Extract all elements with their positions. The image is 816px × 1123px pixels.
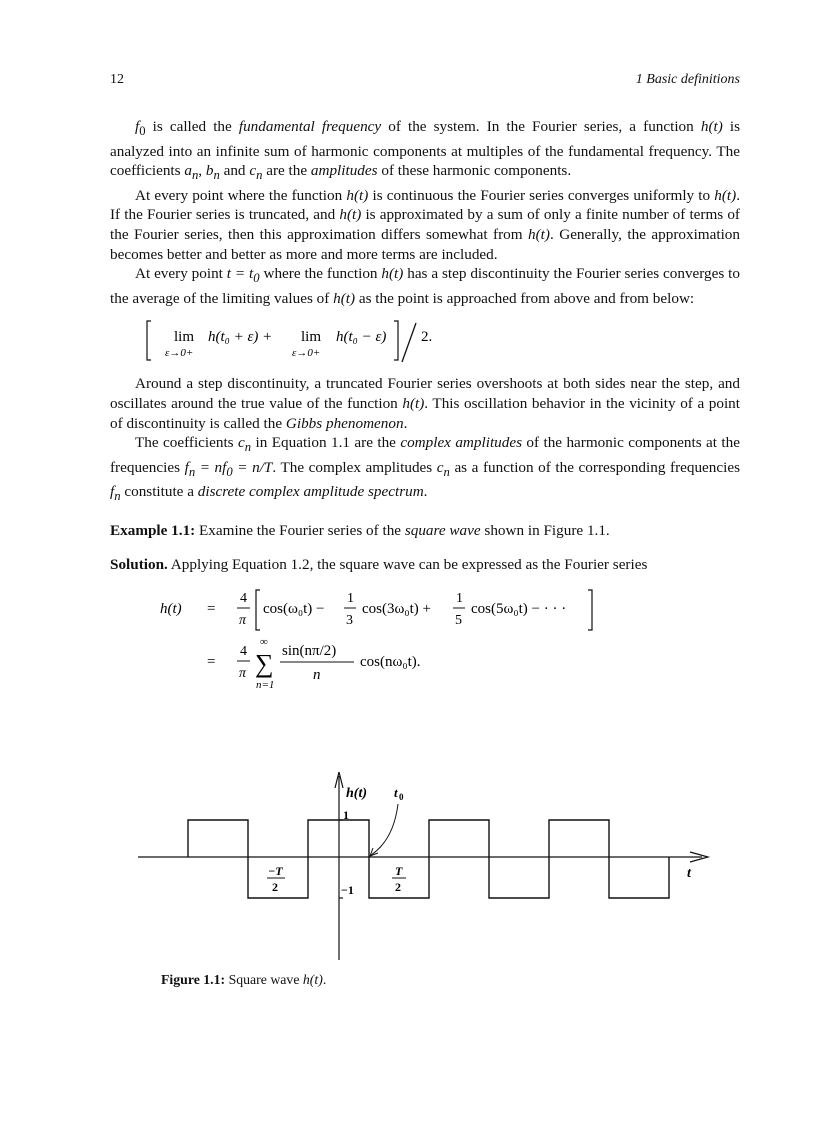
term-cos5: cos(5ω₀t) − · · · xyxy=(471,601,567,618)
math-nf0-sub: 0 xyxy=(226,464,233,479)
frac-n: n xyxy=(313,667,321,684)
math-ht: h(t) xyxy=(528,226,550,244)
text: Around a step discontinuity, a truncated Fourier series overshoots at both sides near the step, and oscillates around the true value of the function xyxy=(110,375,740,413)
divisor: 2. xyxy=(421,329,433,346)
term-gibbs-phenomenon: Gibbs phenomenon xyxy=(285,414,404,432)
caption-text: Square wave xyxy=(225,972,303,987)
math-cn-sub: n xyxy=(443,464,450,479)
math-bn-sub: n xyxy=(213,168,220,183)
caption-math: h(t) xyxy=(302,972,323,987)
paragraph-complex-amplitudes xyxy=(110,433,740,507)
text: is continuous the Fourier series converges uniformly to xyxy=(368,186,715,204)
frac-one-b: 1 xyxy=(456,591,463,607)
text: of these harmonic components. xyxy=(377,162,572,180)
math-cn-sub: n xyxy=(256,168,263,183)
math-ht: h(t) xyxy=(333,289,356,307)
text: Examine the Fourier series of the xyxy=(195,522,405,540)
math-fn-sub: n xyxy=(188,464,196,479)
term-amplitudes: amplitudes xyxy=(310,162,378,180)
term-fundamental-frequency: fundamental frequency xyxy=(238,118,382,135)
text: and xyxy=(219,162,250,180)
text: of the system. In the Fourier series, a function xyxy=(381,118,701,135)
left-bracket xyxy=(147,321,151,360)
figure-caption xyxy=(161,972,326,988)
text: The coefficients xyxy=(135,434,239,452)
t0-label-sub: 0 xyxy=(399,792,404,802)
math-nf0: = nf xyxy=(195,458,227,476)
frac-pi: π xyxy=(239,613,247,629)
lim-2-sub: ε→0+ xyxy=(292,347,321,360)
text: as a function of the corresponding frequencies xyxy=(449,458,741,476)
text: . xyxy=(423,483,428,501)
text: . This oscillation behavior in the vicinity of a point of discontinuity is called the xyxy=(110,395,740,432)
text: shown in Figure 1.1. xyxy=(480,522,610,540)
half-period-num: T xyxy=(395,864,403,878)
math-f0: f xyxy=(135,118,140,135)
math-ht: h(t) xyxy=(402,395,425,413)
text: is called the xyxy=(145,118,239,135)
half-period-den: 2 xyxy=(395,880,401,894)
equation-limit-average xyxy=(110,308,740,374)
eq-equals-1: = xyxy=(207,601,216,618)
lim-2: lim xyxy=(301,329,322,346)
square-wave-signal xyxy=(188,820,669,898)
paragraph-convergence xyxy=(110,186,740,264)
right-bracket xyxy=(394,321,398,360)
page-number: 12 xyxy=(110,72,124,87)
text: where the function xyxy=(259,265,382,283)
term-cosn: cos(nω₀t). xyxy=(360,654,421,671)
eq-equals-2: = xyxy=(207,654,216,671)
sum-lower: n=1 xyxy=(256,679,275,692)
sum-sign: ∑ xyxy=(255,649,274,679)
text: as the point is approached from above and from below: xyxy=(355,289,695,307)
math-t-eq-t0: t = t xyxy=(226,265,254,283)
math-ht: h(t) xyxy=(339,206,362,224)
term-plus: h(t₀ + ε) + xyxy=(208,329,273,346)
eq-lhs: h(t) xyxy=(160,601,182,618)
term-square-wave: square wave xyxy=(404,522,481,540)
math-n-over-T: = n/T xyxy=(232,458,273,476)
frac-five: 5 xyxy=(455,613,462,629)
neg-half-period-num: −T xyxy=(268,864,283,878)
math-ht: h(t) xyxy=(714,186,737,204)
frac-three: 3 xyxy=(346,613,353,629)
text: is approximated by a sum of only a finite number of terms of the Fourier series, then this approximation differs somewhat from xyxy=(110,206,740,244)
term-complex-amplitudes: complex amplitudes xyxy=(400,434,522,452)
term-cos1: cos(ω₀t) − xyxy=(263,601,325,618)
right-bracket xyxy=(588,590,592,630)
t0-pointer xyxy=(371,804,398,855)
neg-half-period-den: 2 xyxy=(272,880,278,894)
math-bn: b xyxy=(205,162,214,180)
term-discrete-spectrum: discrete complex amplitude spectrum xyxy=(197,483,424,501)
solution-statement xyxy=(110,555,740,575)
text: . xyxy=(403,414,408,432)
running-title: 1 Basic definitions xyxy=(635,72,740,87)
example-statement xyxy=(110,521,740,541)
square-wave-plot xyxy=(130,760,720,965)
text: constitute a xyxy=(120,483,198,501)
equation-series-svg xyxy=(110,574,740,695)
math-fn: f xyxy=(110,483,115,501)
frac-four-b: 4 xyxy=(240,644,247,660)
frac-one: 1 xyxy=(347,591,354,607)
text: . The complex amplitudes xyxy=(272,458,437,476)
equation-fourier-series xyxy=(110,574,740,695)
text: of the harmonic components at the frequencies xyxy=(110,434,740,476)
lim-1: lim xyxy=(174,329,195,346)
text: , xyxy=(198,162,206,180)
text: in Equation 1.1 are the xyxy=(251,434,401,452)
figure-square-wave xyxy=(130,760,720,965)
example-label: Example 1.1: xyxy=(110,522,196,540)
h-axis-label: h(t) xyxy=(346,786,367,801)
term-cos3: cos(3ω₀t) + xyxy=(362,601,431,618)
math-ht: h(t) xyxy=(346,186,369,204)
math-fn: f xyxy=(184,458,189,476)
math-an-sub: n xyxy=(191,168,199,183)
math-cn-sub: n xyxy=(244,440,252,455)
math-cn: c xyxy=(249,162,257,180)
term-minus: h(t₀ − ε) xyxy=(336,329,387,346)
text: At every point xyxy=(135,265,227,283)
left-bracket xyxy=(256,590,260,630)
paragraph-gibbs xyxy=(110,374,740,433)
t0-label: t xyxy=(394,785,398,800)
label-one: 1 xyxy=(343,808,349,822)
math-ht: h(t) xyxy=(700,118,723,135)
math-cn: c xyxy=(436,458,444,476)
math-t0-sub: 0 xyxy=(253,271,260,286)
math-cn: c xyxy=(238,434,245,452)
frac-pi-b: π xyxy=(239,666,247,682)
text: has a step discontinuity the Fourier series converges to the average of the limiting values of xyxy=(110,265,740,307)
paragraph-step-discontinuity xyxy=(110,264,740,308)
text: Applying Equation 1.2, the square wave can be expressed as the Fourier series xyxy=(167,555,648,573)
text: is analyzed into an infinite sum of harmonic components at multiples of the fundamental frequency. The coefficients xyxy=(110,118,740,180)
text: At every point where the function xyxy=(135,186,347,204)
page-body xyxy=(110,117,740,695)
solution-label: Solution. xyxy=(110,555,168,573)
math-f0-sub: 0 xyxy=(139,124,146,139)
equation-limit-svg xyxy=(110,308,740,374)
text: are the xyxy=(262,162,311,180)
t-axis-label: t xyxy=(687,866,691,881)
sum-upper: ∞ xyxy=(260,636,268,649)
frac-sin: sin(nπ/2) xyxy=(282,643,337,660)
math-ht: h(t) xyxy=(381,265,404,283)
text: . If the Fourier series is truncated, and xyxy=(110,186,740,224)
division-slash xyxy=(402,323,416,362)
text: . Generally, the approximation becomes better and better as more and more terms are included. xyxy=(110,226,740,263)
label-minus-one: −1 xyxy=(341,883,354,897)
caption-label: Figure 1.1: xyxy=(161,972,226,987)
frac-four: 4 xyxy=(240,591,247,607)
paragraph-fundamental-frequency xyxy=(110,117,740,186)
lim-1-sub: ε→0+ xyxy=(165,347,194,360)
math-an: a xyxy=(184,162,192,180)
caption-end: . xyxy=(322,972,327,987)
math-fn-sub: n xyxy=(114,489,121,504)
